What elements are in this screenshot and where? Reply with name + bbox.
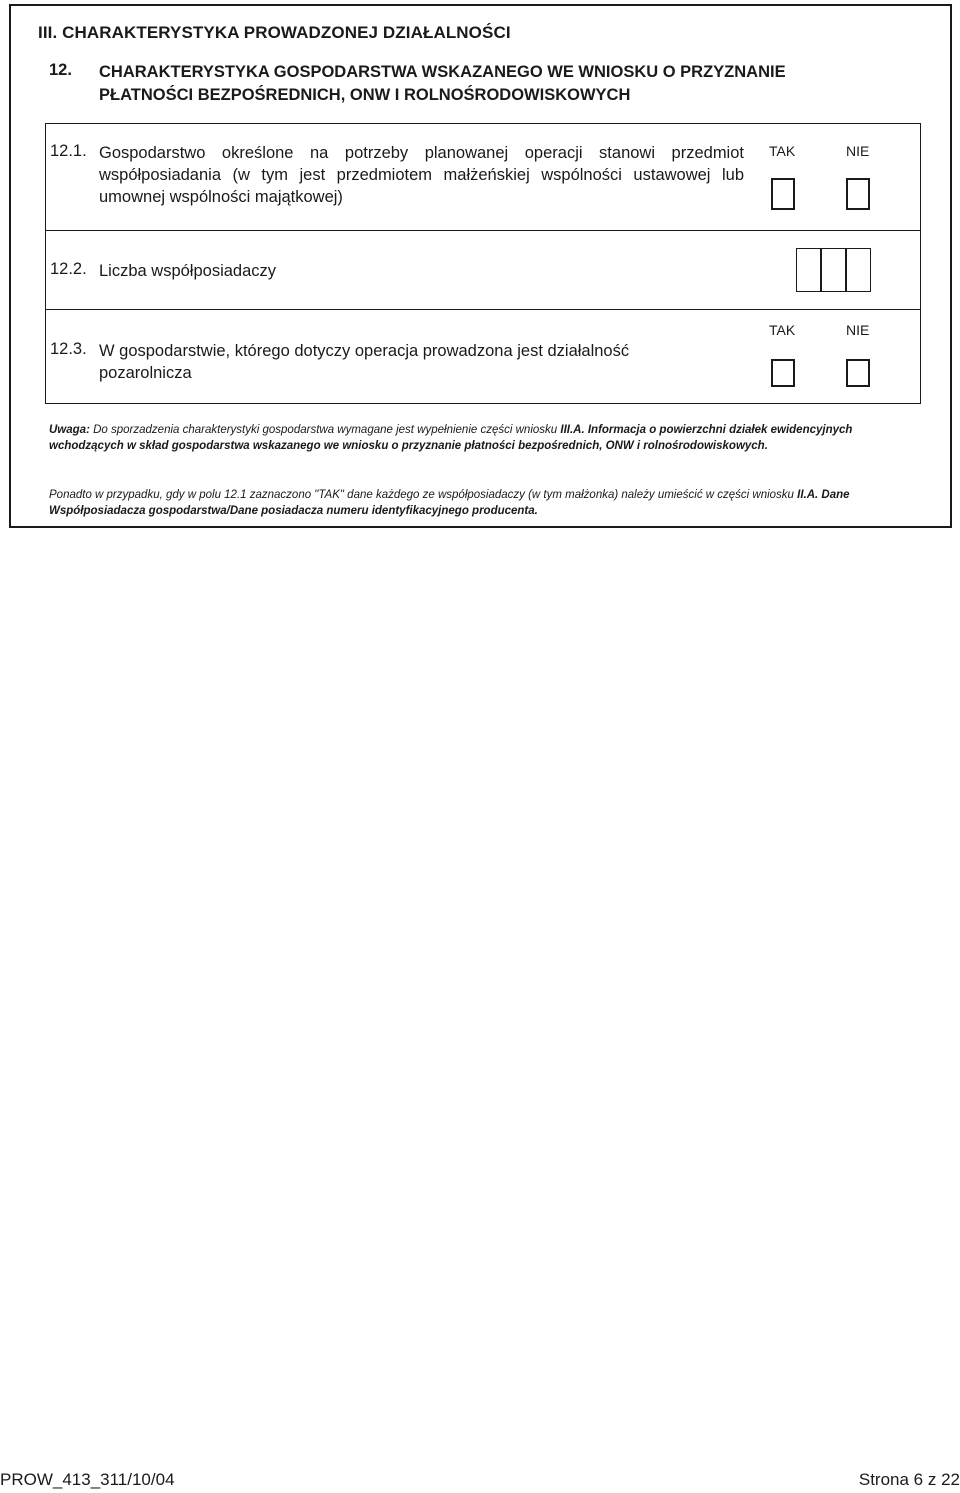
note-required-parts <box>49 422 929 454</box>
note-reference-iii-a: III.A. Informacja o powierzchni działek ewidencyjnych wchodzących w skład gospodarstwa wskazanego we wniosku o przyznanie płatności bezpośrednich, ONW i rolnośrodowiskowych. <box>49 424 853 452</box>
question-12-3-no-checkbox[interactable] <box>846 359 870 387</box>
question-12-3-yes-checkbox[interactable] <box>771 359 795 387</box>
question-12-2-panel <box>45 230 921 310</box>
question-12-1-number: 12.1. <box>50 142 87 160</box>
question-12-1-no-label: NIE <box>846 143 870 159</box>
co-owners-count-digit-1[interactable] <box>796 248 821 292</box>
question-12-1-no-checkbox[interactable] <box>846 178 870 210</box>
form-section-frame <box>9 4 952 528</box>
question-12-2-text: Liczba współposiadaczy <box>99 262 277 280</box>
question-12-3-text: W gospodarstwie, którego dotyczy operacja prowadzona jest działalność pozarolnicza <box>99 342 630 382</box>
question-12-1-yes-label: TAK <box>769 143 796 159</box>
question-12-3-number: 12.3. <box>50 340 87 358</box>
footer-page-number: Strona 6 z 22 <box>858 1470 960 1489</box>
question-12-3-yes-label: TAK <box>769 322 796 338</box>
note-co-owners <box>49 487 929 519</box>
note-text: Do sporzadzenia charakterystyki gospodarstwa wymagane jest wypełnienie części wniosku <box>93 424 558 436</box>
co-owners-count-digit-2[interactable] <box>821 248 846 292</box>
subsection-title: CHARAKTERYSTYKA GOSPODARSTWA WSKAZANEGO WE WNIOSKU O PRZYZNANIE PŁATNOŚCI BEZPOŚREDNICH, ONW I ROLNOŚRODOWISKOWYCH <box>99 63 786 104</box>
question-12-1-panel <box>45 123 921 231</box>
question-12-3-no-label: NIE <box>846 322 870 338</box>
question-12-1-yes-checkbox[interactable] <box>771 178 795 210</box>
question-12-2-number: 12.2. <box>50 260 87 278</box>
note-co-owners-text: Ponadto w przypadku, gdy w polu 12.1 zaznaczono "TAK" dane każdego ze współposiadaczy (w tym małżonka) należy umieścić w części wniosku <box>49 489 794 501</box>
subsection-number: 12. <box>49 61 72 79</box>
note-label: Uwaga: <box>49 424 90 436</box>
footer-form-code: PROW_413_311/10/04 <box>0 1470 175 1489</box>
note-reference-ii-a: II.A. Dane Współposiadacza gospodarstwa/Dane posiadacza numeru identyfikacyjnego producenta. <box>49 489 850 517</box>
question-12-1-text: Gospodarstwo określone na potrzeby planowanej operacji stanowi przedmiot współposiadania (w tym jest przedmiotem małżeńskiej wspólności ustawowej lub umownej wspólności majątkowej) <box>99 144 744 206</box>
section-title: III. CHARAKTERYSTYKA PROWADZONEJ DZIAŁALNOŚCI <box>38 23 511 42</box>
question-12-3-panel <box>45 309 921 404</box>
co-owners-count-digit-3[interactable] <box>846 248 871 292</box>
